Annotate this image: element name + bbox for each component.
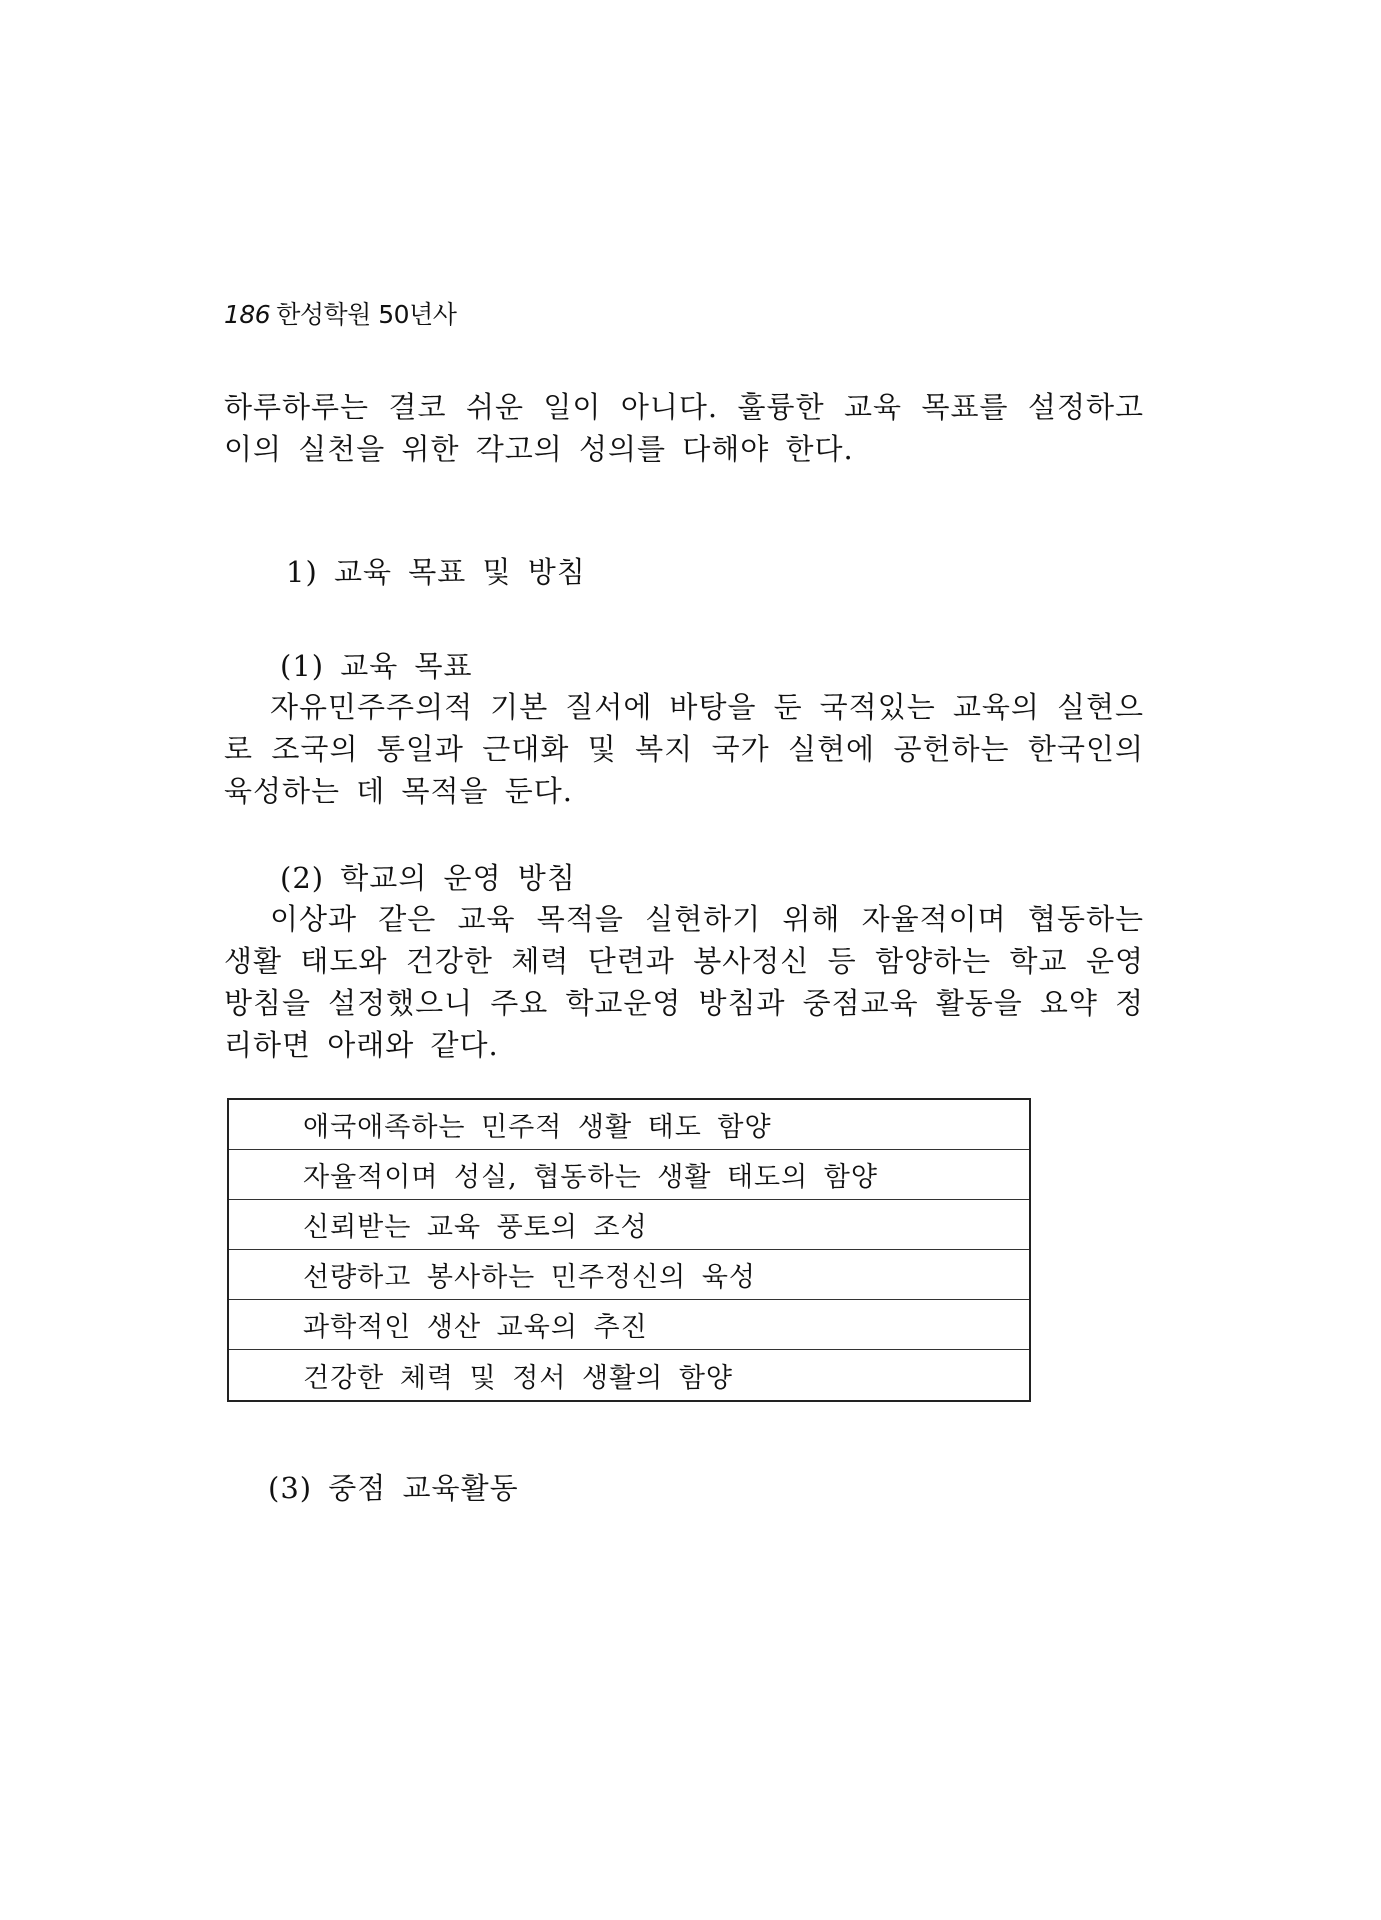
policy-heading: (2) 학교의 운영 방침 [280, 861, 576, 895]
policy-paragraph: 이상과 같은 교육 목적을 실현하기 위해 자율적이며 협동하는 생활 태도와 건강한 체력 단련과 봉사정신 등 함양하는 학교 운영방침을 설정했으니 주요 학교운영 방침과 중점교육 활동을 요약 정리하면 아래와 같다. [224, 902, 1144, 1062]
section-heading: 1) 교육 목표 및 방침 [286, 555, 586, 589]
book-title: 한성학원 50년사 [276, 300, 457, 329]
running-header [224, 295, 456, 331]
table-row: 신뢰받는 교육 풍토의 조성 [229, 1200, 1029, 1250]
table-row: 자율적이며 성실, 협동하는 생활 태도의 함양 [229, 1150, 1029, 1200]
intro-paragraph: 하루하루는 결코 쉬운 일이 아니다. 훌륭한 교육 목표를 설정하고 이의 실천을 위한 각고의 성의를 다해야 한다. [224, 390, 1144, 466]
table-row: 애국애족하는 민주적 생활 태도 함양 [229, 1100, 1029, 1150]
table-row: 선량하고 봉사하는 민주정신의 육성 [229, 1250, 1029, 1300]
activities-heading: (3) 중점 교육활동 [268, 1471, 519, 1505]
goal-paragraph: 자유민주주의적 기본 질서에 바탕을 둔 국적있는 교육의 실현으로 조국의 통일과 근대화 및 복지 국가 실현에 공헌하는 한국인의 육성하는 데 목적을 둔다. [224, 690, 1144, 808]
table-row: 건강한 체력 및 정서 생활의 함양 [303, 1362, 733, 1394]
table-row: 과학적인 생산 교육의 추진 [229, 1300, 1029, 1350]
page-number: 186 [224, 300, 271, 329]
policy-table [227, 1098, 1031, 1402]
goal-heading: (1) 교육 목표 [280, 649, 473, 683]
